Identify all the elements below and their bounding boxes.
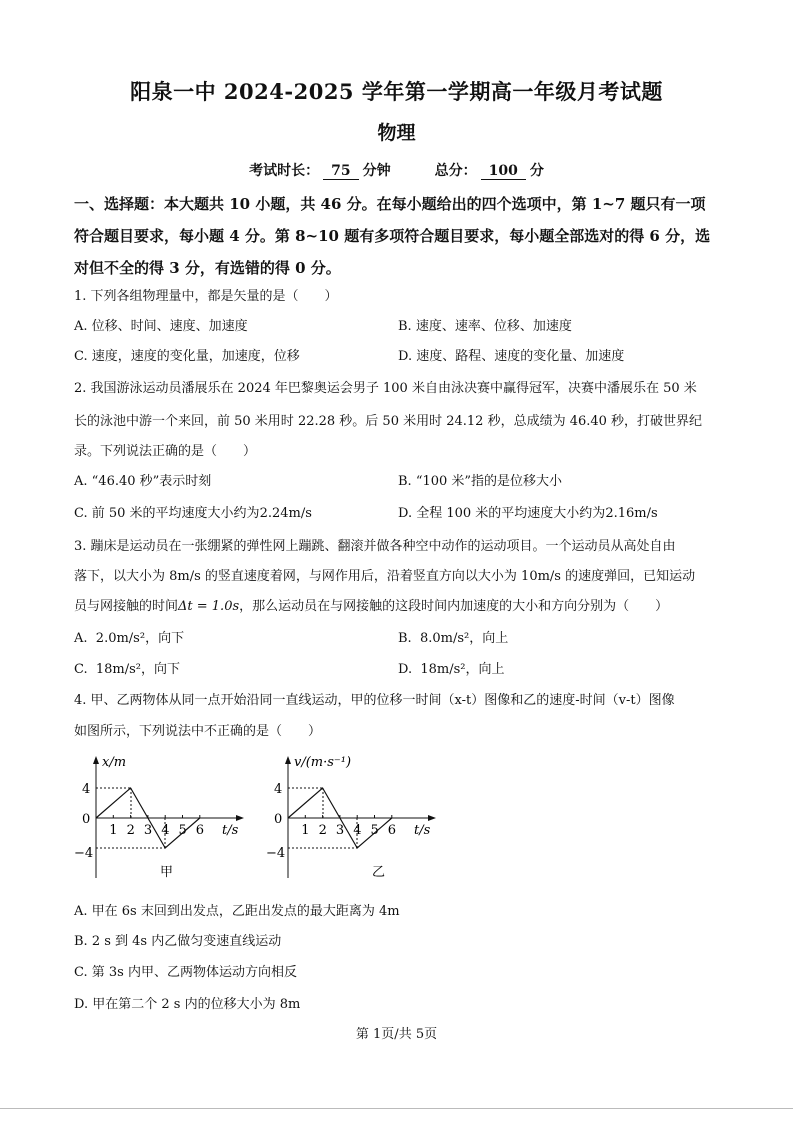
y-tick-label: 4 <box>82 782 91 797</box>
q4-stem-line: 4. 甲、乙两物体从同一点开始沿同一直线运动，甲的位移一时间（x-t）图像和乙的速度-时间（v-t）图像 <box>74 693 675 708</box>
q1-option-d: D. 速度、路程、速度的变化量、加速度 <box>398 349 625 364</box>
q4-option-d: D. 甲在第二个 2 s 内的位移大小为 8m <box>74 997 301 1012</box>
time-value: 75 <box>323 163 358 180</box>
q3-option-a <box>74 630 184 648</box>
q3-option-b <box>398 630 508 648</box>
q3-contact-time: Δt = 1.0s <box>178 599 240 614</box>
section-instructions-line: 对但不全的得 3 分，有选错的得 0 分。 <box>74 259 341 277</box>
graph-caption: 甲 <box>160 865 174 880</box>
q3-stem-line: 3. 蹦床是运动员在一张绷紧的弹性网上蹦跳、翻滚并做各种空中动作的运动项目。一个运动员从高处自由 <box>74 539 676 554</box>
exam-title: 阳泉一中 2024-2025 学年第一学期高一年级月考试题 <box>130 79 663 104</box>
y-axis-label: x/m <box>102 755 127 770</box>
q3-option-a-label: A. <box>74 631 88 646</box>
y-tick-label: 4 <box>274 782 283 797</box>
q3-option-b-label: B. <box>398 631 412 646</box>
q2-option-a: A. “46.40 秒”表示时刻 <box>74 474 212 489</box>
q2-option-c-value: 2.24m/s <box>259 506 312 521</box>
origin-label: 0 <box>82 812 91 827</box>
time-unit: 分钟 <box>362 163 391 179</box>
bottom-divider <box>0 1108 793 1109</box>
x-tick-label: 5 <box>370 823 379 838</box>
q2-stem-line: 录。下列说法正确的是（ ） <box>74 444 257 459</box>
q3-line3-text: 员与网接触的时间 <box>74 599 179 614</box>
q2-stem-line: 长的泳池中游一个来回，前 50 米用时 22.28 秒。后 50 米用时 24.12 秒，总成绩为 46.40 秒，打破世界纪 <box>74 414 703 429</box>
exam-meta <box>0 160 793 180</box>
y-axis-arrow <box>93 756 99 764</box>
section-instructions-line: 符合题目要求，每小题 4 分。第 8~10 题有多项符合题目要求，每小题全部选对的得 6 分，选 <box>74 227 711 245</box>
q3-option-d <box>398 661 505 679</box>
x-axis-arrow <box>236 815 244 821</box>
score-label: 总分： <box>434 163 477 179</box>
section-instructions-line: 一、选择题：本大题共 10 小题，共 46 分。在每小题给出的四个选项中，第 1~7 题只有一项 <box>74 195 706 213</box>
q4-option-b: B. 2 s 到 4s 内乙做匀变速直线运动 <box>74 934 282 949</box>
x-tick-label: 2 <box>318 823 327 838</box>
q4-option-a: A. 甲在 6s 末回到出发点，乙距出发点的最大距离为 4m <box>74 904 400 919</box>
time-label: 考试时长： <box>249 163 320 179</box>
y-tick-label: −4 <box>74 846 94 861</box>
q3-option-b-direction: ，向上 <box>469 631 509 646</box>
x-tick-label: 1 <box>301 823 310 838</box>
page-number: 第 1页/共 5页 <box>355 1027 438 1042</box>
q4-stem-line: 如图所示，下列说法中不正确的是（ ） <box>74 724 322 739</box>
score-value: 100 <box>481 163 526 180</box>
q3-option-c <box>74 661 180 679</box>
q3-option-d-label: D. <box>398 662 413 677</box>
score-unit: 分 <box>529 163 544 179</box>
x-tick-label: 4 <box>353 823 362 838</box>
q2-stem-line: 2. 我国游泳运动员潘展乐在 2024 年巴黎奥运会男子 100 米自由泳决赛中赢得冠军，决赛中潘展乐在 50 米 <box>74 381 697 396</box>
x-tick-label: 6 <box>195 823 205 838</box>
x-tick-label: 3 <box>143 823 153 838</box>
q3-line3-text: ，那么运动员在与网接触的这段时间内加速度的大小和方向分别为（ ） <box>239 599 669 614</box>
q4-option-c: C. 第 3s 内甲、乙两物体运动方向相反 <box>74 965 297 980</box>
x-tick-label: 6 <box>387 823 397 838</box>
q3-option-d-value: 18m/s² <box>420 662 466 677</box>
q2-option-d-value: 2.16m/s <box>605 506 658 521</box>
y-tick-label: −4 <box>266 846 286 861</box>
graph-jia <box>70 750 250 885</box>
x-tick-label: 2 <box>126 823 135 838</box>
q2-option-d <box>398 505 658 523</box>
q3-option-d-direction: ，向上 <box>465 662 505 677</box>
q3-option-a-value: 2.0m/s² <box>95 631 146 646</box>
q1-option-b: B. 速度、速率、位移、加速度 <box>398 319 572 334</box>
q3-option-b-value: 8.0m/s² <box>419 631 470 646</box>
q1-option-a: A. 位移、时间、速度、加速度 <box>74 319 248 334</box>
q2-option-d-text: D. 全程 100 米的平均速度大小约为 <box>398 506 606 521</box>
y-axis-label: v/(m·s⁻¹) <box>294 755 352 770</box>
x-tick-label: 5 <box>178 823 187 838</box>
x-tick-label: 3 <box>335 823 345 838</box>
graph-yi <box>262 750 442 885</box>
q2-option-b: B. “100 米”指的是位移大小 <box>398 474 563 489</box>
x-tick-label: 4 <box>161 823 170 838</box>
q2-option-c-text: C. 前 50 米的平均速度大小约为 <box>74 506 260 521</box>
q3-stem-line: 落下，以大小为 8m/s 的竖直速度着网，与网作用后，沿着竖直方向以大小为 10m/s 的速度弹回，已知运动 <box>74 569 696 584</box>
q2-option-c <box>74 505 312 523</box>
q3-option-c-label: C. <box>74 662 88 677</box>
q3-option-a-direction: ，向下 <box>145 631 185 646</box>
q1-stem: 1. 下列各组物理量中，都是矢量的是（ ） <box>74 289 338 304</box>
q1-option-c: C. 速度，速度的变化量，加速度，位移 <box>74 349 300 364</box>
q3-stem-line <box>74 598 724 616</box>
subject-title: 物理 <box>377 122 416 144</box>
q3-option-c-direction: ，向下 <box>141 662 181 677</box>
origin-label: 0 <box>274 812 283 827</box>
x-axis-label: t/s <box>414 823 431 838</box>
graph-caption: 乙 <box>372 865 386 880</box>
x-axis-label: t/s <box>222 823 239 838</box>
x-axis-arrow <box>428 815 436 821</box>
q3-option-c-value: 18m/s² <box>95 662 142 677</box>
y-axis-arrow <box>285 756 291 764</box>
x-tick-label: 1 <box>109 823 118 838</box>
